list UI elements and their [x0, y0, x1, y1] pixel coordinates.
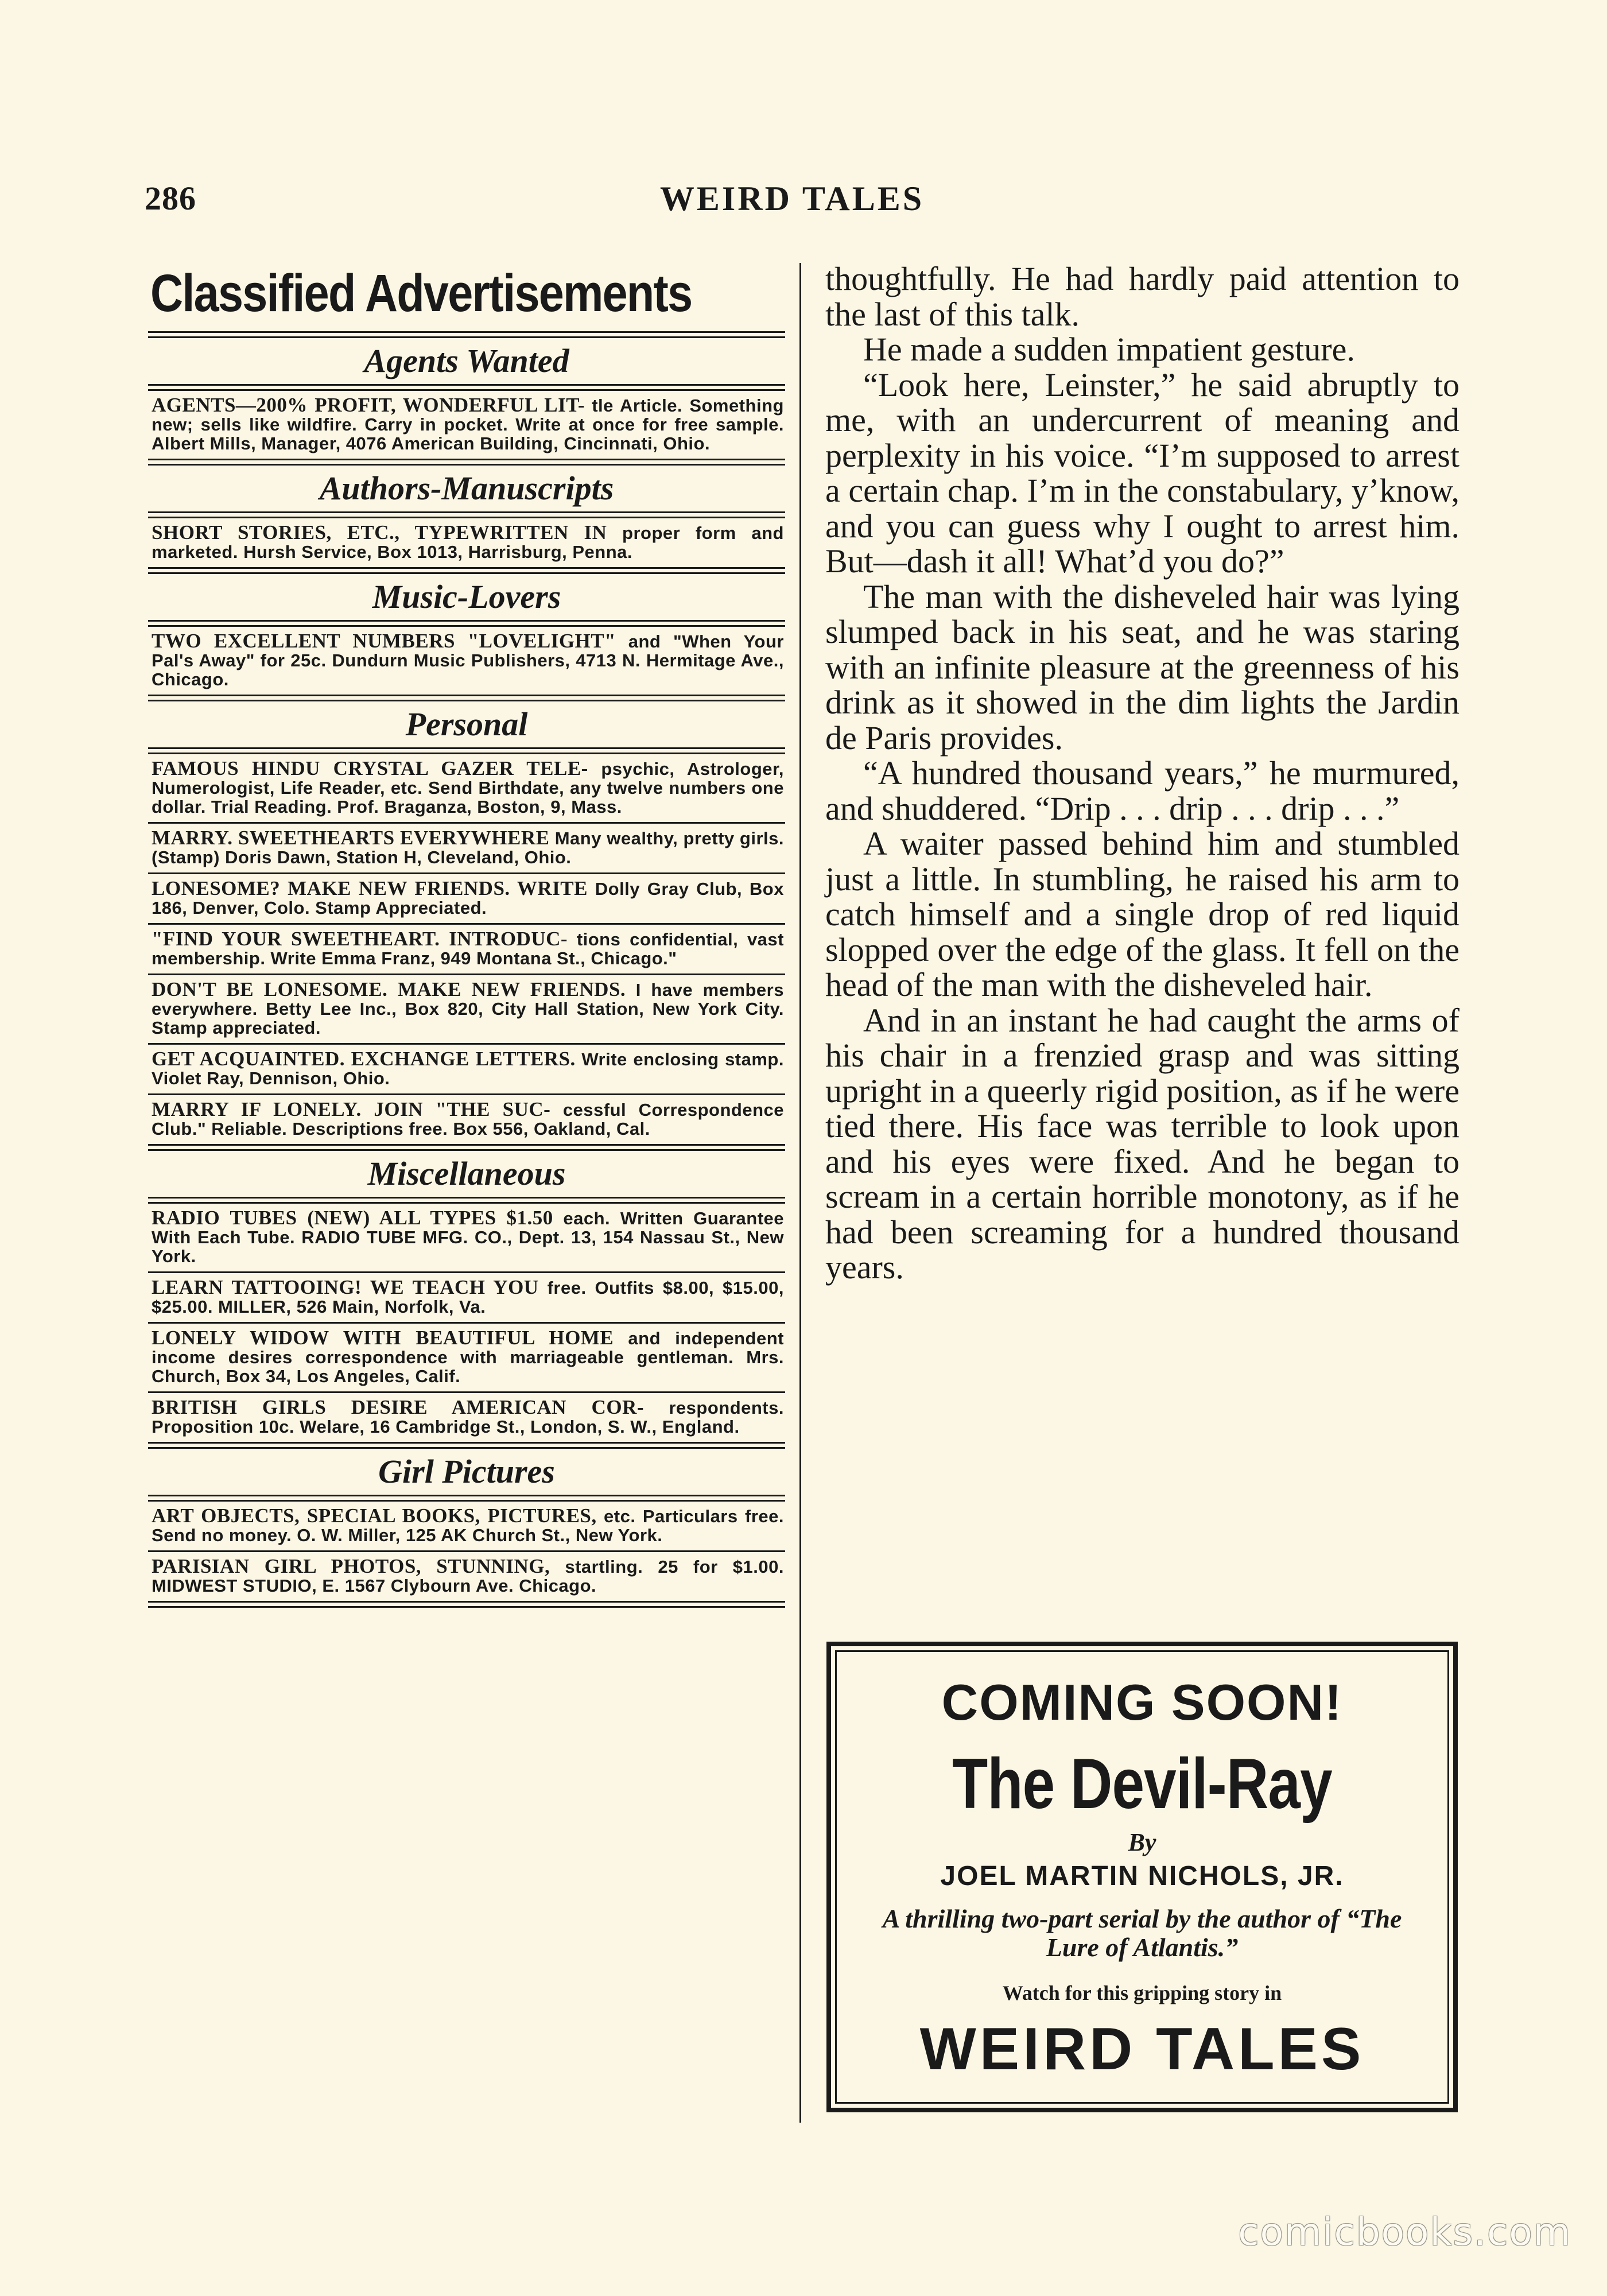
section-rule	[148, 1144, 785, 1151]
ad-lead: FAMOUS HINDU CRYSTAL GAZER TELE-	[152, 757, 588, 779]
ad-body: Write enclosing stamp. Violet Ray, Dennison, Ohio.	[152, 1049, 784, 1088]
story-paragraph: “A hundred thousand years,” he murmured, and shuddered. “Drip . . . drip . . . drip . . .”	[825, 754, 1460, 827]
ad-body: Many wealthy, pretty girls. (Stamp) Doris Dawn, Station H, Cleveland, Ohio.	[152, 828, 784, 867]
story-paragraph: The man with the disheveled hair was lying slumped back in his seat, and he was staring with an infinite pleasure at the greenness of his drink as it showed in the dim lights the Jardin de Paris provides.	[825, 577, 1460, 757]
classified-ad	[148, 754, 785, 822]
column-divider	[799, 263, 801, 2123]
ad-lead: AGENTS—200% PROFIT, WONDERFUL LIT-	[152, 394, 585, 416]
classified-column	[148, 261, 785, 1608]
classified-ad	[148, 1273, 785, 1322]
ad-body: etc. Particulars free. Send no money. O. W. Miller, 125 AK Church St., New York.	[152, 1506, 784, 1545]
ad-body: tle Article. Something new; sells like wildfire. Carry in pocket. Write at once for free sample. Albert Mills, Manager, 4076 American Building, Cincinnati, Ohio.	[152, 395, 784, 453]
ad-body: free. Outfits $8.00, $15.00, $25.00. MILLER, 526 Main, Norfolk, Va.	[152, 1278, 784, 1317]
coming-soon-heading: COMING SOON!	[941, 1674, 1343, 1731]
story-column	[825, 261, 1460, 1285]
ad-lead: RADIO TUBES (NEW) ALL TYPES $1.50	[152, 1207, 553, 1229]
section-rule	[148, 1197, 785, 1204]
classified-sections	[148, 331, 785, 1608]
promo-magazine-logo: WEIRD TALES	[919, 2016, 1365, 2082]
classified-ad	[148, 1095, 785, 1144]
promo-by: By	[1128, 1828, 1156, 1856]
ad-lead: BRITISH GIRLS DESIRE AMERICAN COR-	[152, 1396, 644, 1418]
ad-lead: LONELY WIDOW WITH BEAUTIFUL HOME	[152, 1327, 614, 1349]
story-paragraph: A waiter passed behind him and stumbled just a little. In stumbling, he raised his arm to catch himself and a single drop of red liquid slopped over the edge of the glass. It fell on the head of the man with the disheveled hair.	[825, 825, 1460, 1003]
section-heading: Agents Wanted	[364, 342, 569, 379]
section-rule	[148, 1442, 785, 1449]
ad-body: Dolly Gray Club, Box 186, Denver, Colo. Stamp Appreciated.	[152, 879, 784, 918]
promo-title: The Devil-Ray	[952, 1744, 1332, 1824]
section-rule	[148, 331, 785, 338]
section-rule	[148, 747, 785, 754]
ad-lead: PARISIAN GIRL PHOTOS, STUNNING,	[152, 1555, 550, 1577]
ad-lead: TWO EXCELLENT NUMBERS "LOVELIGHT"	[152, 630, 616, 652]
ad-lead: LEARN TATTOOING! WE TEACH YOU	[152, 1276, 539, 1298]
section-rule	[148, 567, 785, 574]
section-heading: Music-Lovers	[372, 578, 561, 615]
section-heading: Personal	[405, 705, 528, 743]
classified-ad	[148, 824, 785, 872]
section-rule	[148, 620, 785, 627]
ad-lead: GET ACQUAINTED. EXCHANGE LETTERS.	[152, 1048, 576, 1070]
ad-body: respondents. Proposition 10c. Welare, 16 Cambridge St., London, S. W., England.	[152, 1398, 784, 1437]
section-rule	[148, 384, 785, 391]
section-rule	[148, 511, 785, 518]
classified-ad	[148, 627, 785, 695]
classified-ad	[148, 1204, 785, 1271]
section-heading: Girl Pictures	[378, 1453, 555, 1490]
section-rule	[148, 1601, 785, 1608]
promo-tagline: A thrilling two-part serial by the author of “The Lure of Atlantis.”	[882, 1904, 1402, 1962]
classified-ad	[148, 1552, 785, 1601]
classified-ad	[148, 1324, 785, 1391]
classified-ad	[148, 1393, 785, 1442]
ad-body: each. Written Guarantee With Each Tube. RADIO TUBE MFG. CO., Dept. 13, 154 Nassau St., New York.	[152, 1208, 784, 1266]
classified-ad	[148, 925, 785, 974]
ad-lead: LONESOME? MAKE NEW FRIENDS. WRITE	[152, 877, 588, 899]
ad-body: proper form and marketed. Hursh Service, Box 1013, Harrisburg, Penna.	[152, 523, 784, 562]
ad-body: and independent income desires correspondence with marriageable gentleman. Mrs. Church, Box 34, Los Angeles, Calif.	[152, 1328, 784, 1386]
section-heading: Authors-Manuscripts	[319, 470, 614, 507]
classified-ad	[148, 1045, 785, 1093]
ad-lead: "FIND YOUR SWEETHEART. INTRODUC-	[152, 928, 568, 950]
ad-body: and "When Your Pal's Away" for 25c. Dundurn Music Publishers, 4713 N. Hermitage Ave., Chicago.	[152, 631, 784, 689]
page-number: 286	[145, 180, 196, 217]
ad-body: startling. 25 for $1.00. MIDWEST STUDIO, E. 1567 Clybourn Ave. Chicago.	[152, 1557, 784, 1596]
classified-ad	[148, 391, 785, 459]
classified-ad	[148, 975, 785, 1043]
section-rule	[148, 695, 785, 701]
running-head: WEIRD TALES	[659, 180, 925, 218]
coming-soon-ad	[826, 1642, 1458, 2112]
promo-watch: Watch for this gripping story in	[1002, 1981, 1282, 2004]
promo-author: JOEL MARTIN NICHOLS, JR.	[940, 1861, 1344, 1891]
classified-ad	[148, 518, 785, 567]
section-heading: Miscellaneous	[367, 1155, 566, 1192]
ad-body: I have members everywhere. Betty Lee Inc., Box 820, City Hall Station, New York City. Stamp appreciated.	[152, 980, 784, 1038]
classified-title: Classified Advertisements	[150, 264, 692, 323]
ad-lead: ART OBJECTS, SPECIAL BOOKS, PICTURES,	[152, 1504, 597, 1527]
section-rule	[148, 1495, 785, 1502]
classified-ad	[148, 1502, 785, 1550]
ad-lead: SHORT STORIES, ETC., TYPEWRITTEN IN	[152, 521, 607, 544]
ad-lead: DON'T BE LONESOME. MAKE NEW FRIENDS.	[152, 978, 626, 1000]
ad-body: cessful Correspondence Club." Reliable. Descriptions free. Box 556, Oakland, Cal.	[152, 1100, 784, 1139]
ad-body: psychic, Astrologer, Numerologist, Life Reader, etc. Send Birthdate, any twelve numbers one dollar. Trial Reading. Prof. Braganza, Boston, 9, Mass.	[152, 759, 784, 817]
ad-body: tions confidential, vast membership. Write Emma Franz, 949 Montana St., Chicago."	[152, 929, 784, 968]
classified-ad	[148, 874, 785, 923]
story-paragraph: He made a sudden impatient gesture.	[863, 331, 1355, 368]
ad-lead: MARRY. SWEETHEARTS EVERYWHERE	[152, 827, 550, 849]
watermark: comicbooks.com	[1238, 2210, 1571, 2254]
section-rule	[148, 459, 785, 466]
story-paragraph: “Look here, Leinster,” he said abruptly to me, with an undercurrent of meaning and perplexity in his voice. “I’m supposed to arrest a certain chap. I’m in the constabulary, y’know, and you can guess why I ought to arrest him. But—dash it all! What’d you do?”	[825, 366, 1460, 580]
story-paragraph: thoughtfully. He had hardly paid attention to the last of this talk.	[825, 260, 1460, 333]
story-paragraph: And in an instant he had caught the arms of his chair in a frenzied grasp and was sitting upright in a queerly rigid position, as if he were tied there. His face was terrible to look upon and his eyes were fixed. And he began to scream in a certain horrible monotony, as if he had been screaming for a hundred thousand years.	[825, 1001, 1460, 1286]
ad-lead: MARRY IF LONELY. JOIN "THE SUC-	[152, 1098, 551, 1120]
